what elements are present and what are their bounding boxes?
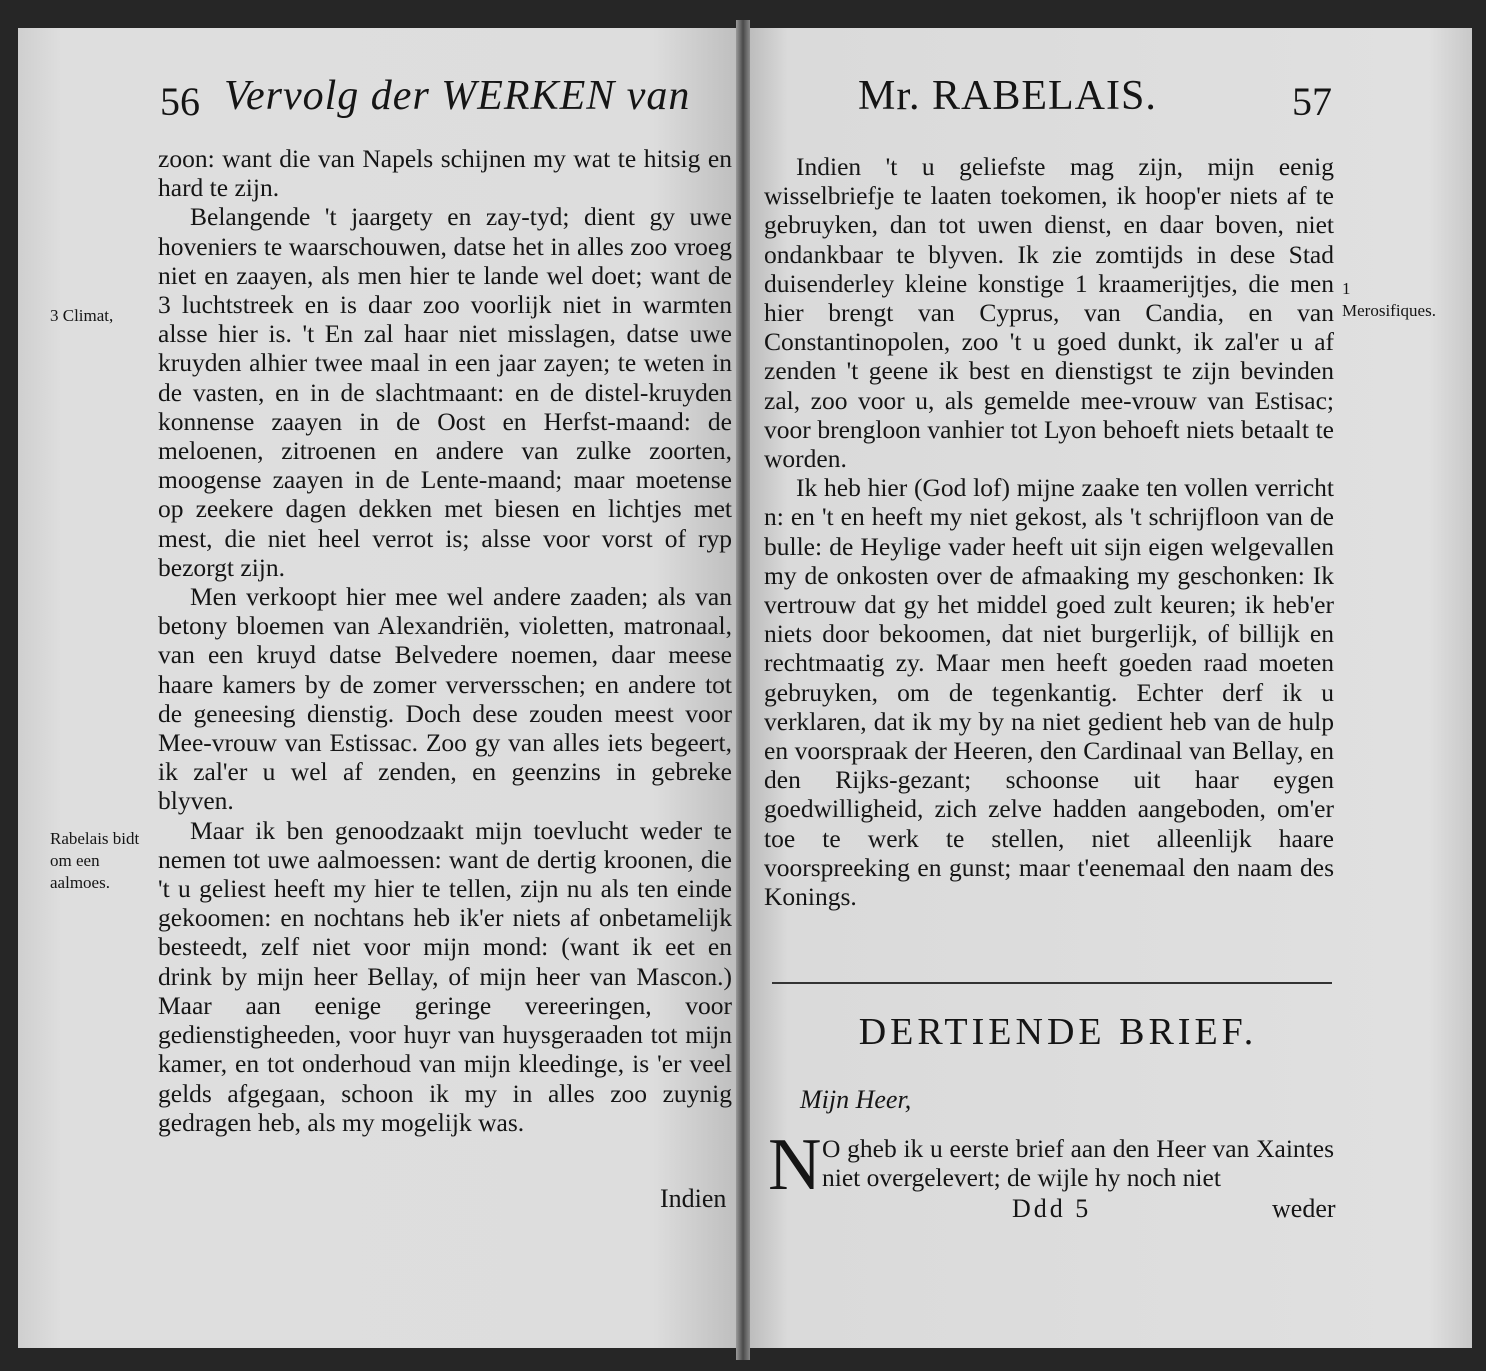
right-paragraph-1: Indien 't u geliefste mag zijn, mijn eenig wisselbriefje te laaten toekomen, ik hoop'er niets af te gebruyken, dan tot uwen dienst, en daar boven, niet ondankbaar te blyven. Ik zie zomtijds in dese Stad duisenderley kleine konstige 1 kraamerijtjes, die men hier brengt van Cyprus, van Candia, en van Constantinopolen, zoo 't u goed dunkt, ik zal'er u af zenden 't geene ik best en dienstigst te zijn bevinden zal, zoo voor u, als gemelde mee-vrouw van Estisac; voor brengloon vanhier tot Lyon behoeft niets betaalt te worden.: [764, 152, 1334, 474]
left-catchword: Indien: [660, 1184, 727, 1213]
left-page-number: 56: [160, 79, 200, 124]
letter-body: [822, 1134, 1334, 1192]
right-catchword: weder: [1272, 1194, 1336, 1223]
right-paragraph-2: Ik heb hier (God lof) mijne zaake ten vollen verricht n: en 't en heeft my niet gekost, als 't schrijfloon van de bulle: de Heylige vader heeft uit sijn eigen welgevallen my de onkosten over de afmaaking my geschonken: Ik vertrouw dat gy het middel goed zult keuren; ik heb'er niets door bekoomen, dat niet burgerlijk, of billijk en rechtmaatig zy. Maar men heeft goeden raad moeten gebruyken, om de tegenkantig. Echter derf ik u verklaren, dat ik my by na niet gedient heb van de hulp en voorspraak der Heeren, den Cardinaal van Bellay, en den Rijks-gezant; schoonse uit haar eygen goedwilligheid, zich zelve hadden aangeboden, om'er toe te werk te stellen, niet alleenlijk haare voorspreeking en gunst; maar t'eenemaal den naam des Konings.: [764, 473, 1334, 912]
drop-cap: N: [768, 1124, 822, 1206]
letter-title: DERTIENDE BRIEF.: [858, 1011, 1258, 1053]
right-running-header: Mr. RABELAIS.: [858, 73, 1157, 119]
section-rule: [772, 982, 1332, 984]
right-margin-note-1: 1 Merosifiques.: [1342, 279, 1436, 320]
right-page-number: 57: [1292, 79, 1332, 124]
book-gutter: [736, 20, 750, 1360]
right-text-column: [764, 152, 1334, 911]
left-paragraph-2: Belangende 't jaargety en zay-tyd; dient gy uwe hoveniers te waarschouwen, datse het in alles zoo vroeg niet en zaayen, als men hier te lande wel doet; want de 3 luchtstreek en is daar zoo voorlijk niet in warmten alsse hier is. 't En zal haar niet misslagen, datse uwe kruyden alhier twee maal in een jaar zayen; te weten in de vasten, en in de slachtmaant: en de distel-kruyden konnense zaayen in de Oost en Herfst-maand: de meloenen, zitroenen en andere van zulke zoorten, moogense zaayen in de Lente-maand; maar moetense op zeekere dagen dekken met biesen en lichtjes met mest, die niet heel verrot is; alsse voor vorst of ryp bezorgt zijn.: [158, 202, 732, 582]
left-margin-note-2: Rabelais bidt om een aalmoes.: [50, 829, 140, 892]
left-paragraph-3: Men verkoopt hier mee wel andere zaaden; als van betony bloemen van Alexandriën, violetten, matronaal, van een kruyd datse Belvedere noemen, daar meese haare kamers by de zomer verversschen; en andere tot de geneesing dienstig. Doch dese zouden meest voor Mee-vrouw van Estissac. Zoo gy van alles iets begeert, ik zal'er u wel af zenden, en geenzins in gebreke blyven.: [158, 582, 732, 816]
signature-mark: Ddd 5: [1012, 1194, 1092, 1223]
left-paragraph-4: Maar ik ben genoodzaakt mijn toevlucht weder te nemen tot uwe aalmoessen: want de dertig kroonen, die 't u geliest heeft my hier te tellen, zijn nu als ten einde gekoomen: en nochtans heb ik'er niets af onbetamelijk besteedt, zelf niet voor mijn mond: (want ik eet en drink by mijn heer Bellay, of mijn heer van Mascon.) Maar aan eenige geringe vereeringen, voor gedienstigheeden, voor huyr van huysgeraaden tot mijn kamer, en tot onderhoud van mijn kleedinge, is 'er veel gelds afgegaan, schoon ik my in alles zoo zuynig gedragen heb, als my mogelijk was.: [158, 815, 732, 1137]
left-paragraph-1: zoon: want die van Napels schijnen my wat te hitsig en hard te zijn.: [158, 144, 732, 203]
letter-text: O gheb ik u eerste brief aan den Heer van Xaintes niet overgelevert; de wijle hy noch niet: [822, 1134, 1334, 1193]
left-margin-note-1: 3 Climat,: [50, 306, 114, 325]
letter-salutation: Mijn Heer,: [800, 1085, 912, 1114]
left-text-column: [158, 144, 732, 1137]
left-running-header: Vervolg der WERKEN van: [224, 73, 691, 119]
